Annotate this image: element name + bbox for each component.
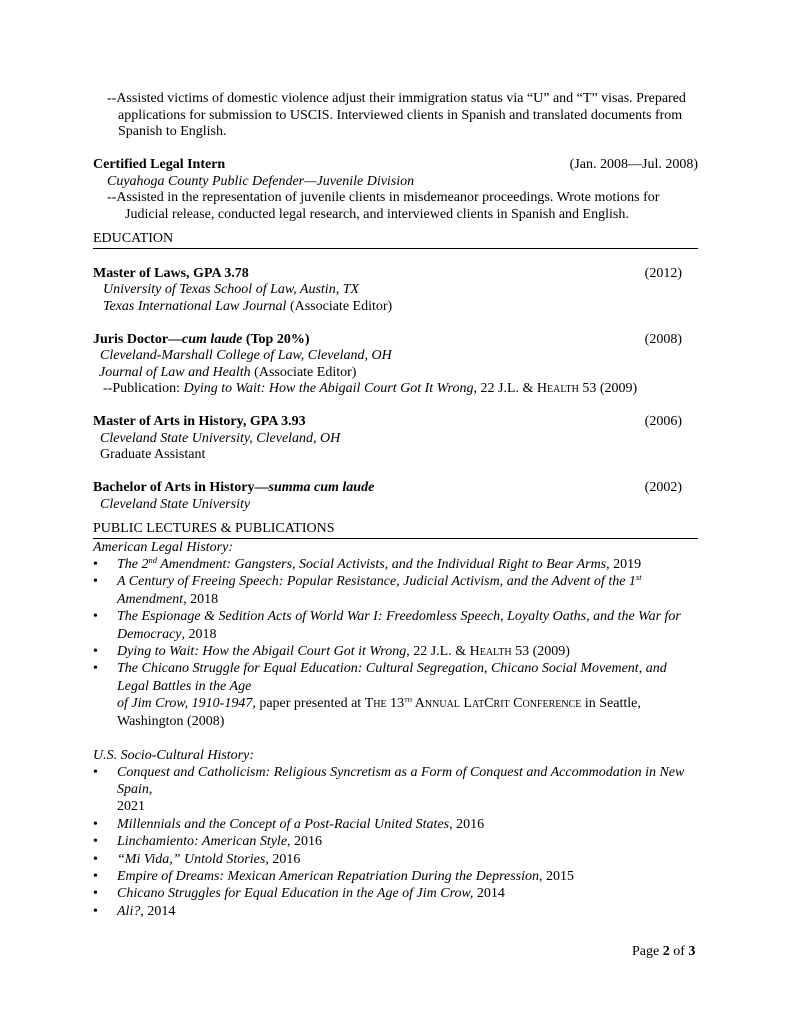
resume-page [93,91,698,920]
lecture-item [93,608,698,643]
lecture-item [93,851,698,868]
lecture-title-cont: Amendment: Gangsters, Social Activists, and the Individual Right to Bear Arms [157,557,607,572]
bullet-icon: • [93,644,98,660]
socio-cultural-history [93,747,698,921]
lecture-item [93,643,698,660]
journal-line [93,299,698,316]
lecture-note: , paper presented at [252,696,365,712]
journal-role: (Associate Editor) [250,364,357,380]
role-line: Graduate Assistant [100,447,206,462]
lecture-title-cont: Legal Battles in the Age [117,678,252,694]
intern-org: Cuyahoga County Public Defender—Juvenile Division [107,173,415,189]
bullet-icon: • [93,764,98,780]
publication-prefix: --Publication: [103,381,184,396]
degree-title-a: Juris Doctor— [93,331,183,347]
lecture-year: , 2018 [183,591,219,607]
lecture-title: A Century of Freeing Speech: Popular Resistance, Judicial Activism, and the Advent of the 1 [117,574,636,590]
lecture-year: , 2016 [265,851,301,867]
lecture-location: in Seattle, [581,696,641,712]
bullet-icon: • [93,869,98,884]
education-jd [93,332,698,398]
publication-title: Dying to Wait: How the Abigail Court Got It Wrong [183,381,474,396]
ordinal-sup: st [635,572,642,583]
degree-year: (2002) [644,480,682,495]
page-total: 3 [688,944,696,959]
bullet-icon: • [93,886,98,902]
publication-cite-end: 53 (2009) [578,381,638,396]
journal-name: Texas International Law Journal [103,298,287,314]
intern-desc-line: Judicial release, conducted legal research, and interviewed clients in Spanish and English. [125,206,629,222]
bullet-icon: • [93,903,98,919]
journal-role: (Associate Editor) [286,298,393,314]
publication-line [93,381,698,398]
lecture-item [93,868,698,885]
lecture-item [93,833,698,850]
degree-honors: cum laude [182,331,243,347]
lecture-item [93,660,698,730]
school-name: Cleveland State University [100,496,251,512]
american-legal-history [93,539,698,730]
lecture-title: “Mi Vida,” Untold Stories [117,851,266,867]
degree-title-a: Bachelor of Arts in History— [93,480,269,495]
lecture-year: , 2019 [606,557,642,572]
lecture-title: Ali? [117,903,141,919]
education-heading: EDUCATION [93,231,698,249]
lecture-title: Chicano Struggles for Equal Education in the Age of Jim Crow, [117,886,474,902]
lecture-item [93,764,698,816]
degree-title [93,332,310,349]
experience-line: applications for submission to USCIS. Interviewed clients in Spanish and translated documents from [118,107,683,123]
education-ma [93,414,698,464]
experience-line: --Assisted victims of domestic violence adjust their immigration status via “U” and “T” visas. Prepared [107,91,686,106]
bullet-icon: • [93,661,98,677]
degree-year: (2006) [644,414,682,429]
experience-line: Spanish to English. [118,124,227,139]
lecture-year: , 2016 [287,834,323,850]
school-name: University of Texas School of Law, Austin, TX [103,282,360,297]
school-name: Cleveland-Marshall College of Law, Cleveland, OH [100,348,392,363]
lecture-title-cont: Amendment [117,591,184,607]
category-label: U.S. Socio-Cultural History: [93,747,254,763]
bullet-icon: • [93,557,98,572]
ordinal-sup: th [404,694,413,705]
degree-title: Master of Laws, GPA 3.78 [93,265,249,281]
lecture-title: The 2 [117,557,149,572]
journal-name: Journal of Law and Health [99,364,251,380]
lecture-location-cont: Washington (2008) [117,713,225,729]
degree-rank: (Top 20%) [242,331,310,347]
school-name: Cleveland State University, Cleveland, OH [100,430,341,446]
degree-title [93,480,374,497]
publication-cite: , 22 J.L. & [473,381,537,396]
lecture-year: 2014 [473,886,505,902]
education-llm [93,266,698,316]
ordinal-sup: nd [148,555,157,565]
lecture-item [93,903,698,920]
page-footer [632,944,695,960]
page-label: Page [632,944,663,959]
degree-year: (2008) [644,331,682,347]
intern-desc-line: --Assisted in the representation of juvenile clients in misdemeanor proceedings. Wrote motions for [107,190,660,205]
publication-journal-sc: Health [536,381,579,396]
conference-name-a: The 13 [364,696,405,712]
bullet-icon: • [93,574,98,590]
degree-title: Master of Arts in History, GPA 3.93 [93,414,306,429]
lecture-year-cont: 2021 [117,799,145,815]
lecture-title: Dying to Wait: How the Abigail Court Got it Wrong [117,644,407,660]
lecture-cite-end: 53 (2009) [511,644,570,660]
bullet-icon: • [93,834,98,850]
category-label: American Legal History: [93,540,233,555]
lecture-item [93,816,698,833]
bullet-icon: • [93,609,98,625]
lecture-year: , 2016 [449,816,485,832]
lecture-year: , [148,781,153,797]
lecture-year: , 2015 [539,869,575,884]
lecture-title: The Espionage & Sedition Acts of World War I: Freedomless Speech, Loyalty Oaths, and the War for [117,609,681,625]
lecture-cite: , 22 J.L. & [406,644,470,660]
conference-name-b: Annual LatCrit Conference [412,696,582,712]
journal-line [93,365,698,382]
lecture-year: , 2018 [181,626,217,642]
lecture-journal-sc: Health [469,644,512,660]
lecture-title: Empire of Dreams: Mexican American Repatriation During the Depression [117,869,540,884]
lecture-item [93,885,698,902]
lecture-item [93,556,698,573]
lecture-title-cont: of Jim Crow, 1910-1947 [117,696,253,712]
lecture-title-cont: Democracy [117,626,182,642]
experience-continued [93,91,698,141]
lecture-title: Millennials and the Concept of a Post-Racial United States [117,816,450,832]
degree-year: (2012) [644,265,682,281]
degree-honors: summa cum laude [268,480,375,495]
education-ba [93,480,698,513]
page-of-label: of [669,944,689,959]
lecture-item [93,573,698,608]
intern-dates: (Jan. 2008—Jul. 2008) [569,157,698,172]
lectures-heading: PUBLIC LECTURES & PUBLICATIONS [93,521,698,539]
bullet-icon: • [93,851,98,867]
intern-title: Certified Legal Intern [93,157,226,172]
intern-entry [93,157,698,223]
lecture-title: Linchamiento: American Style [117,834,288,850]
lecture-title: Conquest and Catholicism: Religious Syncretism as a Form of Conquest and Accommodation in New Spain [117,764,685,797]
bullet-icon: • [93,816,98,832]
lecture-year: , 2014 [140,903,176,919]
page-number: 2 [662,944,670,959]
lecture-title: The Chicano Struggle for Equal Education: Cultural Segregation, Chicano Social Movement, and [117,661,667,677]
